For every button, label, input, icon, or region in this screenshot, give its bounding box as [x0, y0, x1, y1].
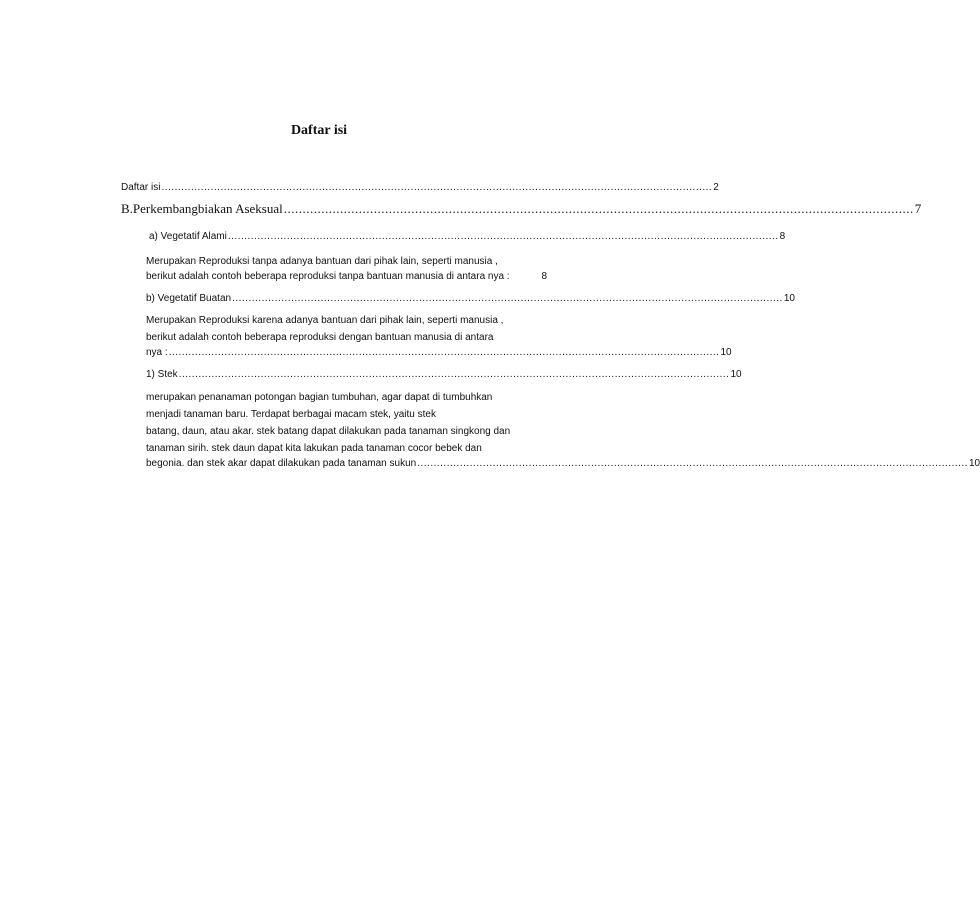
toc-leader: ........................................................................................................................................................................	[178, 369, 730, 380]
toc-entry-daftar-isi[interactable]	[121, 181, 719, 195]
toc-leader: ........................................................................................................................................................................	[283, 201, 914, 216]
page-title: Daftar isi	[290, 123, 348, 138]
toc-entry-vegetatif-alami[interactable]	[149, 230, 786, 244]
toc-entry-stek-detail[interactable]	[146, 457, 980, 471]
toc-paragraph-line: merupakan penanaman potongan bagian tumbuhan, agar dapat di tumbuhkan	[146, 392, 493, 403]
toc-leader: ........................................................................................................................................................................	[168, 347, 720, 358]
toc-page-number: 10	[720, 347, 732, 358]
toc-entry-text: begonia. dan stek akar dapat dilakukan pada tanaman sukun	[146, 458, 417, 469]
toc-page-number: 10	[730, 369, 742, 380]
toc-page-number: 8	[541, 271, 547, 282]
toc-leader: ........................................................................................................................................................................	[417, 458, 968, 469]
toc-entry-text: berikut adalah contoh beberapa reproduksi tanpa bantuan manusia di antara nya :	[146, 271, 510, 282]
toc-page-number: 2	[713, 182, 719, 193]
toc-paragraph-line: berikut adalah contoh beberapa reproduksi dengan bantuan manusia di antara	[146, 332, 494, 343]
toc-entry-stek[interactable]	[146, 368, 742, 382]
toc-entry-text: 1) Stek	[146, 369, 178, 380]
toc-entry-text: B.Perkembangbiakan Aseksual	[121, 201, 283, 216]
toc-entry-text: nya :	[146, 347, 168, 358]
toc-paragraph-line: menjadi tanaman baru. Terdapat berbagai macam stek, yaitu stek	[146, 409, 436, 420]
toc-page-number: 8	[779, 231, 786, 242]
toc-entry-text: b) Vegetatif Buatan	[146, 293, 232, 304]
toc-entry-perkembangbiakan-aseksual[interactable]	[121, 201, 922, 217]
toc-leader: ........................................................................................................................................................................	[161, 182, 713, 193]
toc-page-number: 7	[914, 201, 922, 216]
toc-entry-text: Daftar isi	[121, 182, 161, 193]
toc-paragraph-line: Merupakan Reproduksi karena adanya bantuan dari pihak lain, seperti manusia ,	[146, 315, 504, 326]
toc-entry-vegetatif-buatan[interactable]	[146, 292, 795, 306]
toc-page-number: 10	[783, 293, 795, 304]
toc-entry-reproduksi-dengan-bantuan[interactable]	[146, 346, 732, 360]
toc-leader: ........................................................................................................................................................................	[227, 231, 779, 242]
toc-paragraph-line: batang, daun, atau akar. stek batang dapat dilakukan pada tanaman singkong dan	[146, 426, 511, 437]
toc-leader: ........................................................................................................................................................................	[232, 293, 783, 304]
toc-paragraph-line: Merupakan Reproduksi tanpa adanya bantuan dari pihak lain, seperti manusia ,	[146, 256, 498, 267]
toc-entry-reproduksi-tanpa-bantuan[interactable]	[146, 270, 547, 284]
toc-entry-text: a) Vegetatif Alami	[149, 231, 227, 242]
toc-page-number: 10	[968, 458, 980, 469]
toc-paragraph-line: tanaman sirih. stek daun dapat kita lakukan pada tanaman cocor bebek dan	[146, 443, 482, 454]
